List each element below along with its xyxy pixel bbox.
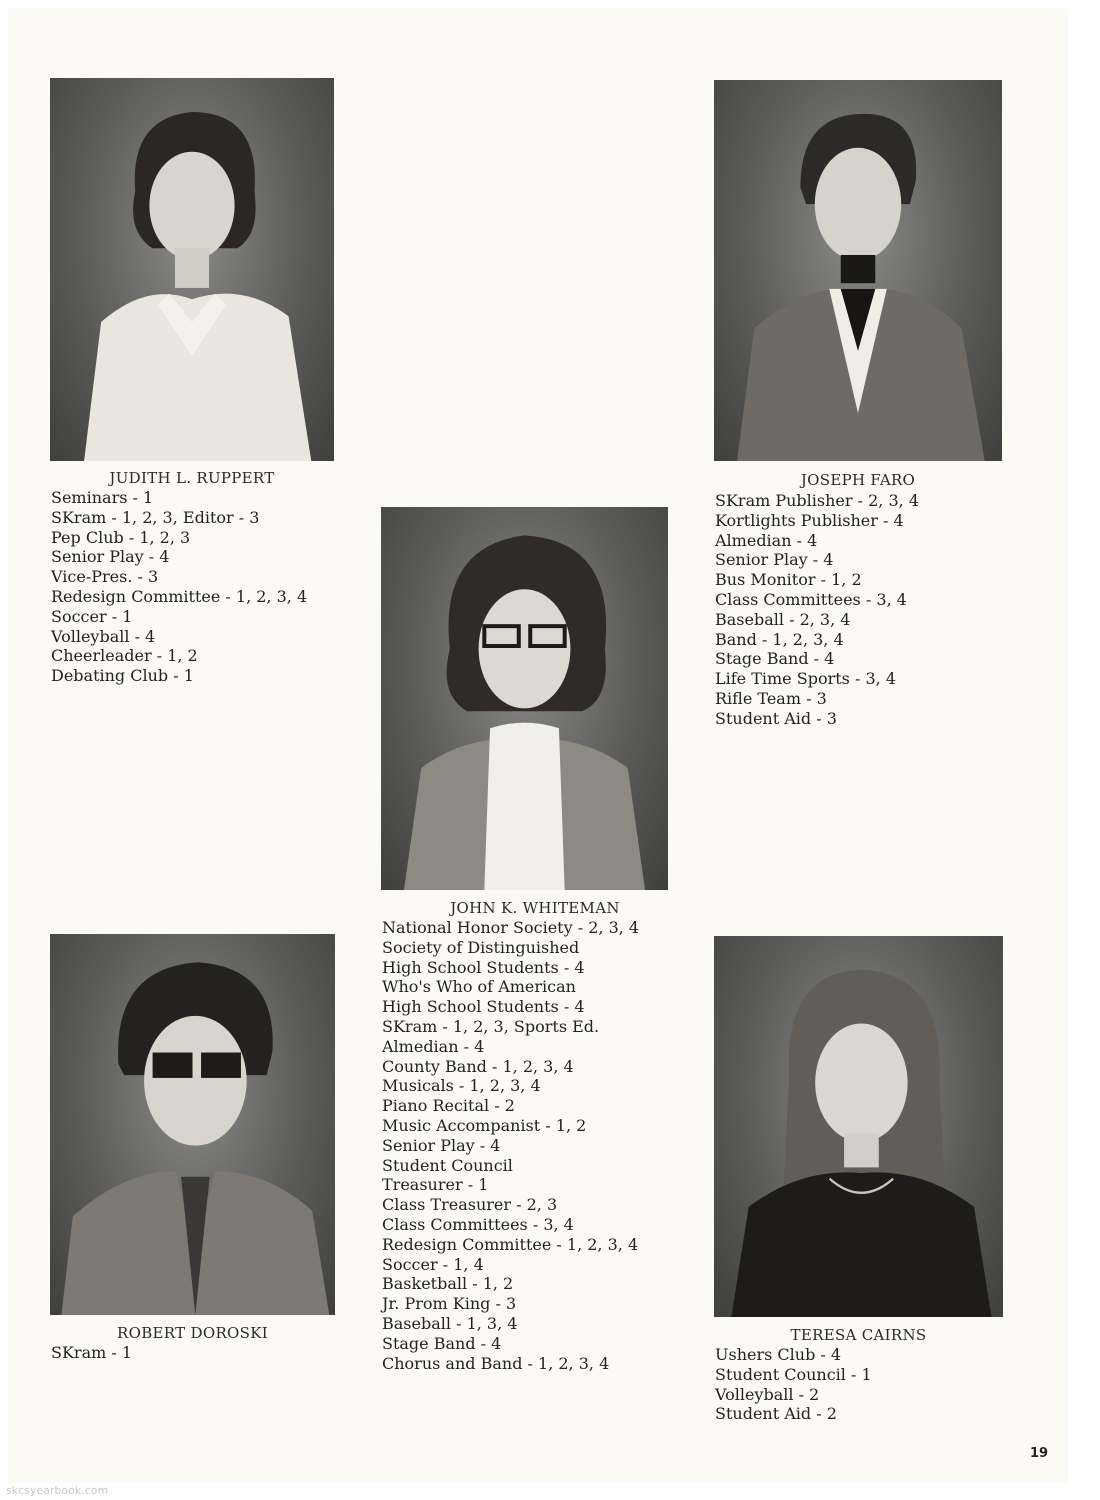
activity-item: SKram - 1, 2, 3, Editor - 3 (51, 507, 260, 527)
student-name: ROBERT DOROSKI (117, 1324, 268, 1342)
activity-item: High School Students - 4 (382, 997, 585, 1017)
activity-item: Bus Monitor - 1, 2 (715, 570, 862, 590)
activity-item: SKram - 1 (51, 1343, 133, 1362)
activity-item: Piano Recital - 2 (382, 1096, 515, 1116)
activity-item: Debating Club - 1 (51, 666, 194, 686)
activity-list (715, 491, 919, 729)
activity-item: Rifle Team - 3 (715, 688, 827, 708)
activity-item: Senior Play - 4 (382, 1135, 501, 1155)
activity-item: Band - 1, 2, 3, 4 (715, 629, 844, 649)
activity-item: Class Treasurer - 2, 3 (382, 1195, 558, 1215)
activity-list (51, 1343, 132, 1363)
activity-item: Stage Band - 4 (382, 1333, 502, 1353)
activity-item: Student Aid - 2 (715, 1404, 837, 1424)
activity-item: Chorus and Band - 1, 2, 3, 4 (382, 1353, 610, 1373)
activity-item: Stage Band - 4 (715, 649, 835, 669)
activity-item: Cheerleader - 1, 2 (51, 646, 198, 666)
activity-item: Who's Who of American (382, 977, 576, 997)
student-portrait-robert (50, 934, 335, 1315)
activity-list (715, 1345, 872, 1424)
activity-item: Musicals - 1, 2, 3, 4 (382, 1076, 541, 1096)
activity-item: Pep Club - 1, 2, 3 (51, 527, 191, 547)
activity-item: High School Students - 4 (382, 957, 585, 977)
student-name: JUDITH L. RUPPERT (109, 469, 275, 487)
activity-item: Music Accompanist - 1, 2 (382, 1115, 587, 1135)
activity-item: Basketball - 1, 2 (382, 1274, 514, 1294)
activity-item: SKram Publisher - 2, 3, 4 (715, 491, 919, 510)
activity-item: Seminars - 1 (51, 488, 154, 507)
activity-item: National Honor Society - 2, 3, 4 (382, 918, 640, 937)
activity-item: Ushers Club - 4 (715, 1345, 842, 1364)
activity-item: Volleyball - 4 (51, 626, 156, 646)
student-portrait-john (381, 507, 668, 890)
student-name: JOHN K. WHITEMAN (450, 899, 620, 917)
page-number: 19 (1030, 1446, 1049, 1461)
activity-item: Senior Play - 4 (715, 550, 834, 570)
activity-item: Class Committees - 3, 4 (382, 1214, 574, 1234)
activity-item: Treasurer - 1 (382, 1175, 489, 1195)
activity-item: Soccer - 1 (51, 606, 133, 626)
activity-item: County Band - 1, 2, 3, 4 (382, 1056, 574, 1076)
activity-item: Soccer - 1, 4 (382, 1254, 484, 1274)
activity-item: Baseball - 1, 3, 4 (382, 1313, 518, 1333)
activity-item: Almedian - 4 (715, 530, 818, 550)
student-name: JOSEPH FARO (800, 471, 916, 489)
site-watermark: skcsyearbook.com (6, 1484, 109, 1497)
activity-item: Almedian - 4 (382, 1036, 485, 1056)
activity-item: Redesign Committee - 1, 2, 3, 4 (51, 586, 308, 606)
activity-item: SKram - 1, 2, 3, Sports Ed. (382, 1016, 600, 1036)
activity-item: Student Aid - 3 (715, 708, 837, 728)
student-portrait-judith (50, 78, 334, 461)
activity-item: Jr. Prom King - 3 (382, 1294, 517, 1314)
activity-item: Baseball - 2, 3, 4 (715, 609, 851, 629)
activity-item: Vice-Pres. - 3 (51, 567, 159, 587)
activity-item: Class Committees - 3, 4 (715, 589, 907, 609)
activity-item: Redesign Committee - 1, 2, 3, 4 (382, 1234, 639, 1254)
activity-item: Student Council - 1 (715, 1364, 872, 1384)
activity-item: Volleyball - 2 (715, 1384, 820, 1404)
student-portrait-teresa (714, 936, 1003, 1317)
activity-item: Student Council (382, 1155, 513, 1175)
activity-list (382, 918, 639, 1373)
activity-item: Kortlights Publisher - 4 (715, 510, 904, 530)
activity-item: Society of Distinguished (382, 937, 580, 957)
activity-item: Life Time Sports - 3, 4 (715, 669, 896, 689)
activity-item: Senior Play - 4 (51, 547, 170, 567)
student-portrait-joseph (714, 80, 1002, 461)
activity-list (51, 488, 307, 686)
student-name: TERESA CAIRNS (790, 1326, 927, 1344)
